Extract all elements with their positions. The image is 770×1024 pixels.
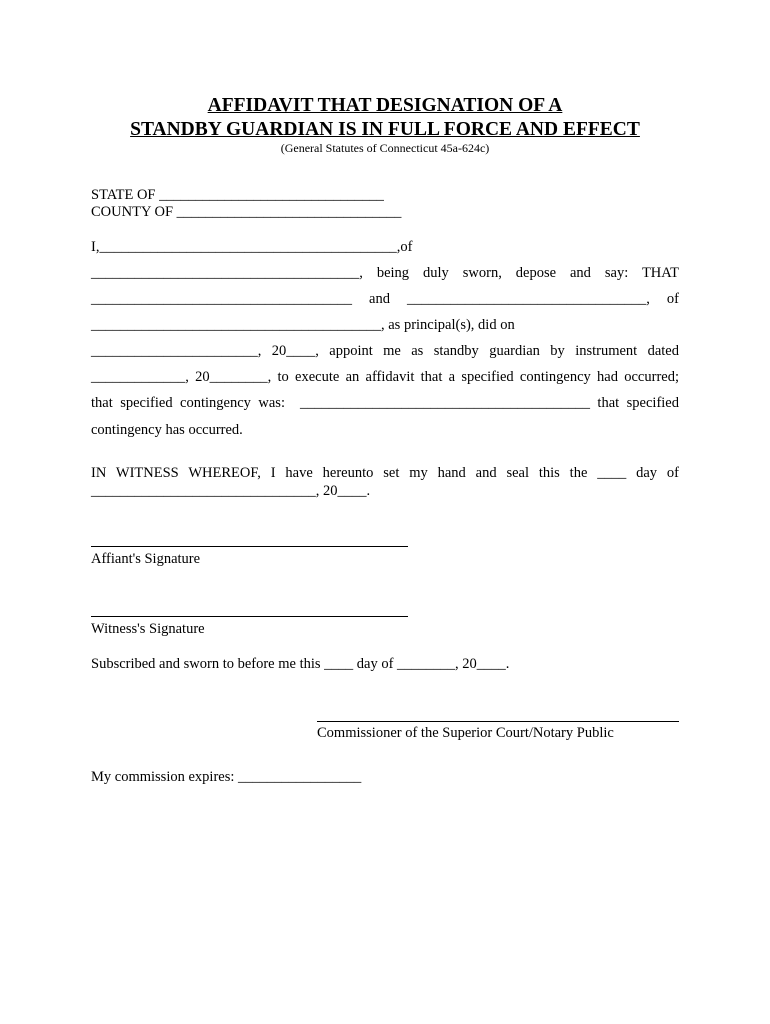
notary-label: Commissioner of the Superior Court/Notary Public — [317, 725, 614, 741]
witness-signature-label: Witness's Signature — [91, 621, 205, 637]
principal-role-line: ________________________________________, as principal(s), did on — [91, 317, 515, 333]
witness-signature-rule — [91, 616, 408, 617]
affiant-signature-label: Affiant's Signature — [91, 551, 201, 567]
affiant-name-line: I,_________________________________________,of — [91, 239, 413, 255]
county-field: COUNTY OF _______________________________ — [91, 204, 402, 220]
state-field: STATE OF _______________________________ — [91, 187, 384, 203]
affiant-signature-rule — [91, 546, 408, 547]
appointment-line: _______________________, 20____, appoint me as standby guardian by instrument dated — [91, 343, 679, 359]
notary-signature-rule — [317, 721, 679, 722]
contingency-occurred-line: contingency has occurred. — [91, 422, 243, 438]
statute-reference: (General Statutes of Connecticut 45a-624c) — [280, 141, 490, 155]
title-line-2: STANDBY GUARDIAN IS IN FULL FORCE AND EFFECT — [130, 119, 640, 140]
subscribed-line: Subscribed and sworn to before me this ____ day of ________, 20____. — [91, 656, 510, 672]
witness-whereof-line: IN WITNESS WHEREOF, I have hereunto set my hand and seal this the ____ day of — [91, 465, 679, 481]
principals-line: ____________________________________ and _________________________________, of — [91, 291, 679, 307]
title-line-1: AFFIDAVIT THAT DESIGNATION OF A — [207, 95, 563, 116]
affidavit-line: _____________, 20________, to execute an affidavit that a specified contingency had occurred; — [91, 369, 679, 385]
contingency-line: that specified contingency was: ________________________________________ that specified — [91, 395, 679, 411]
commission-expires-line: My commission expires: _________________ — [91, 769, 362, 785]
witness-date-line: _______________________________, 20____. — [91, 483, 371, 499]
sworn-line: _____________________________________, being duly sworn, depose and say: THAT — [91, 265, 679, 281]
